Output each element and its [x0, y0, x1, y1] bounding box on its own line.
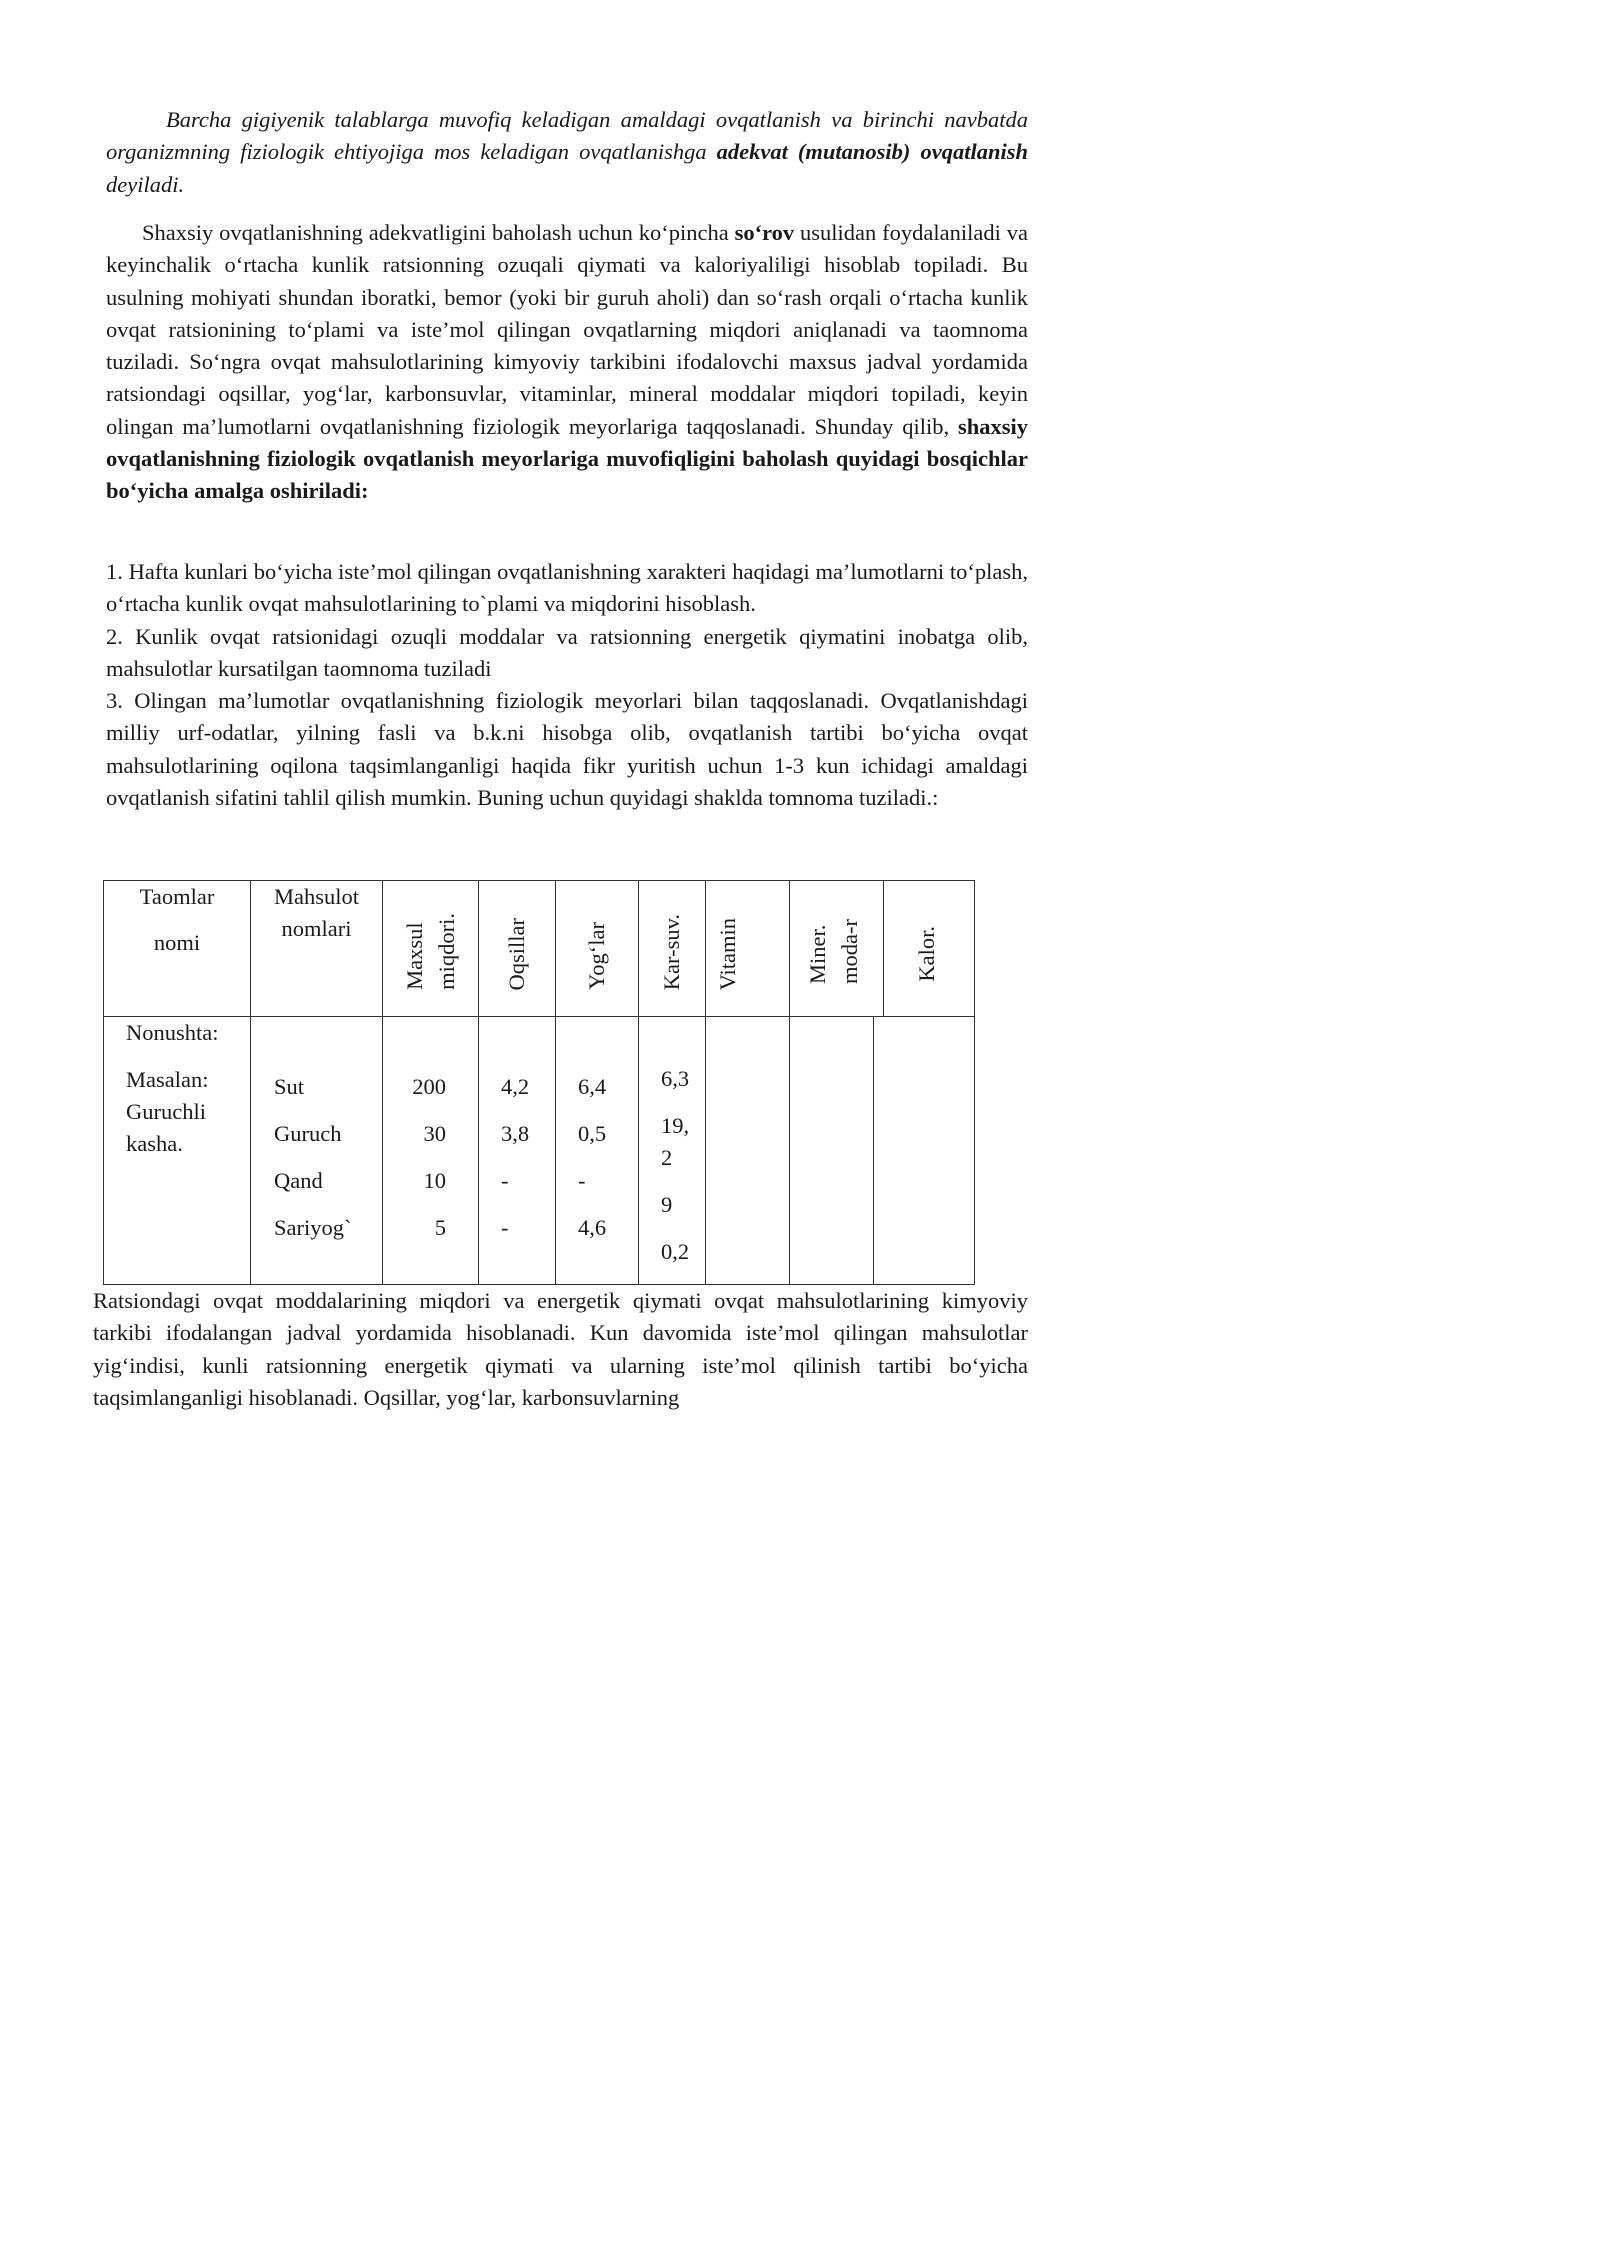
header-mineral-line2: moda-r [837, 919, 862, 984]
example-dish: Masalan: Guruchli kasha. [126, 1067, 209, 1156]
cell-products [251, 1017, 383, 1285]
fat-value: 0,5 [578, 1121, 607, 1146]
protein-value: 4,2 [501, 1074, 530, 1099]
protein-value: - [501, 1168, 509, 1193]
header-fat [556, 881, 639, 1017]
cell-amounts [383, 1017, 479, 1285]
body-split-line [873, 1017, 874, 1284]
header-calorie-label: Kalor. [914, 926, 939, 982]
header-dish-line2: nomi [153, 930, 201, 955]
cell-carbs [639, 1017, 706, 1285]
header-amount-line1: Maxsul [401, 922, 427, 990]
header-dish-name [104, 881, 251, 1017]
method-text: Shaxsiy ovqatlanishning adekvatligini baholash uchun ko‘pincha [142, 220, 735, 245]
menu-table [103, 880, 975, 1285]
method-text-cont: usulidan foydalaniladi va keyinchalik o‘rtacha kunlik ratsionning ozuqali qiymati va kaloriyaliligi hisoblab topiladi. Bu usulning mohiyati shundan iboratki, bemor (yoki bir guruh aholi) dan so‘rash orqali o‘rtacha kunlik ovqat ratsionining to‘plami va iste’mol qilingan ovqatlarning miqdori aniqlanadi va taomnoma tuziladi. So‘ngra ovqat mahsulotlarining kimyoviy tarkibini ifodalovchi maxsus jadval yordamida ratsiondagi oqsillar, yog‘lar, karbonsuvlar, vitaminlar, mineral moddalar miqdori topiladi, keyin olingan ma’lumotlarni ovqatlanishning fiziologik meyorlariga taqqoslanadi. Shunday qilib, [106, 220, 1028, 439]
amount-value: 10 [423, 1168, 446, 1193]
fat-value: 6,4 [578, 1074, 607, 1099]
header-protein-label: Oqsillar [504, 917, 529, 990]
step-item: 3. Olingan ma’lumotlar ovqatlanishning fiziologik meyorlari bilan taqqoslanadi. Ovqatlanishdagi milliy urf-odatlar, yilning fasli va b.k.ni hisobga olib, ovqatlanish tartibi bo‘yicha ovqat mahsulotlarining oqilona taqsimlanganligi haqida fikr yuritish uchun 1-3 kun ichidagi amaldagi ovqatlanish sifatini tahlil qilish mumkin. Buning uchun quyidagi shaklda tomnoma tuziladi.: [106, 688, 1028, 811]
header-mineral-calorie [790, 881, 975, 1017]
header-fat-label: Yog‘lar [584, 922, 609, 990]
fat-value: - [578, 1168, 586, 1193]
table-row [104, 1017, 975, 1285]
amount-value: 200 [412, 1074, 446, 1099]
document-page [0, 0, 1100, 1555]
closing-paragraph: Ratsiondagi ovqat moddalarining miqdori va energetik qiymati ovqat mahsulotlarining kimyoviy tarkibi ifodalangan jadval yordamida hisoblanadi. Kun davomida iste’mol qilingan mahsulotlar yig‘indisi, kunli ratsionning energetik qiymati va ularning iste’mol qilinish tartibi bo‘yicha taqsimlanganligi hisoblanadi. Oqsillar, yog‘lar, karbonsuvlarning [93, 1288, 1028, 1410]
fat-value: 4,6 [578, 1215, 607, 1240]
intro-text: Barcha gigiyenik talablarga muvofiq keladigan amaldagi ovqatlanish va birinchi navbatda organizmning fiziologik ehtiyojiga mos keladigan ovqatlanishga [106, 107, 1028, 165]
header-amount-label [399, 913, 463, 990]
step-item: 1. Hafta kunlari bo‘yicha iste’mol qilingan ovqatlanishning xarakteri haqidagi ma’lumotlarni to‘plash, o‘rtacha kunlik ovqat mahsulotlarining to`plami va miqdorini hisoblash. [106, 559, 1028, 617]
header-product-name [251, 881, 383, 1017]
cell-dish [104, 1017, 251, 1285]
header-amount [383, 881, 479, 1017]
method-term: so‘rov [734, 220, 795, 245]
product-item: Guruch [274, 1121, 342, 1146]
amount-value: 5 [434, 1215, 446, 1240]
product-item: Sut [274, 1074, 305, 1099]
cell-vitamin [706, 1017, 790, 1285]
steps-list [106, 556, 1028, 814]
product-item: Sariyog` [274, 1215, 352, 1240]
carbs-value: 9 [661, 1192, 673, 1217]
header-carbs [639, 881, 706, 1017]
carbs-value: 0,2 [661, 1239, 690, 1264]
method-bold-tail: shaxsiy ovqatlanishning fiziologik ovqatlanish meyorlariga muvofiqligini baholash quyidagi bosqichlar bo‘yicha amalga oshiriladi: [106, 413, 1028, 504]
header-carbs-label: Kar-suv. [659, 913, 684, 990]
amount-value: 30 [423, 1121, 446, 1146]
header-amount-line2: miqdori. [433, 913, 459, 990]
protein-value: - [501, 1215, 509, 1240]
protein-value: 3,8 [501, 1121, 530, 1146]
step-item: 2. Kunlik ovqat ratsionidagi ozuqli moddalar va ratsionning energetik qiymatini inobatga olib, mahsulotlar kursatilgan taomnoma tuziladi [106, 623, 1028, 681]
method-paragraph [106, 217, 1028, 508]
header-vitamin [706, 881, 790, 1017]
intro-paragraph [106, 104, 1028, 201]
intro-text-end: deyiladi. [106, 171, 185, 197]
cell-protein [479, 1017, 556, 1285]
header-product-line2: nomlari [281, 916, 352, 941]
cell-mineral-calorie [790, 1017, 975, 1285]
header-protein [479, 881, 556, 1017]
meal-label: Nonushta: [126, 1020, 219, 1045]
carbs-value: 2 [661, 1145, 673, 1170]
intro-term: adekvat (mutanosib) ovqatlanish [716, 139, 1028, 165]
header-vitamin-label: Vitamin [715, 917, 740, 990]
header-split-line [883, 881, 884, 1016]
product-item: Qand [274, 1168, 323, 1193]
cell-fat [556, 1017, 639, 1285]
header-mineral-line1: Miner. [805, 924, 830, 984]
header-product-line1: Mahsulot [273, 884, 359, 909]
carbs-value: 19, [661, 1113, 690, 1138]
header-dish-line1: Taomlar [139, 884, 215, 909]
table-header-row [104, 881, 975, 1017]
carbs-value: 6,3 [661, 1066, 690, 1091]
header-mineral-label [802, 919, 866, 984]
